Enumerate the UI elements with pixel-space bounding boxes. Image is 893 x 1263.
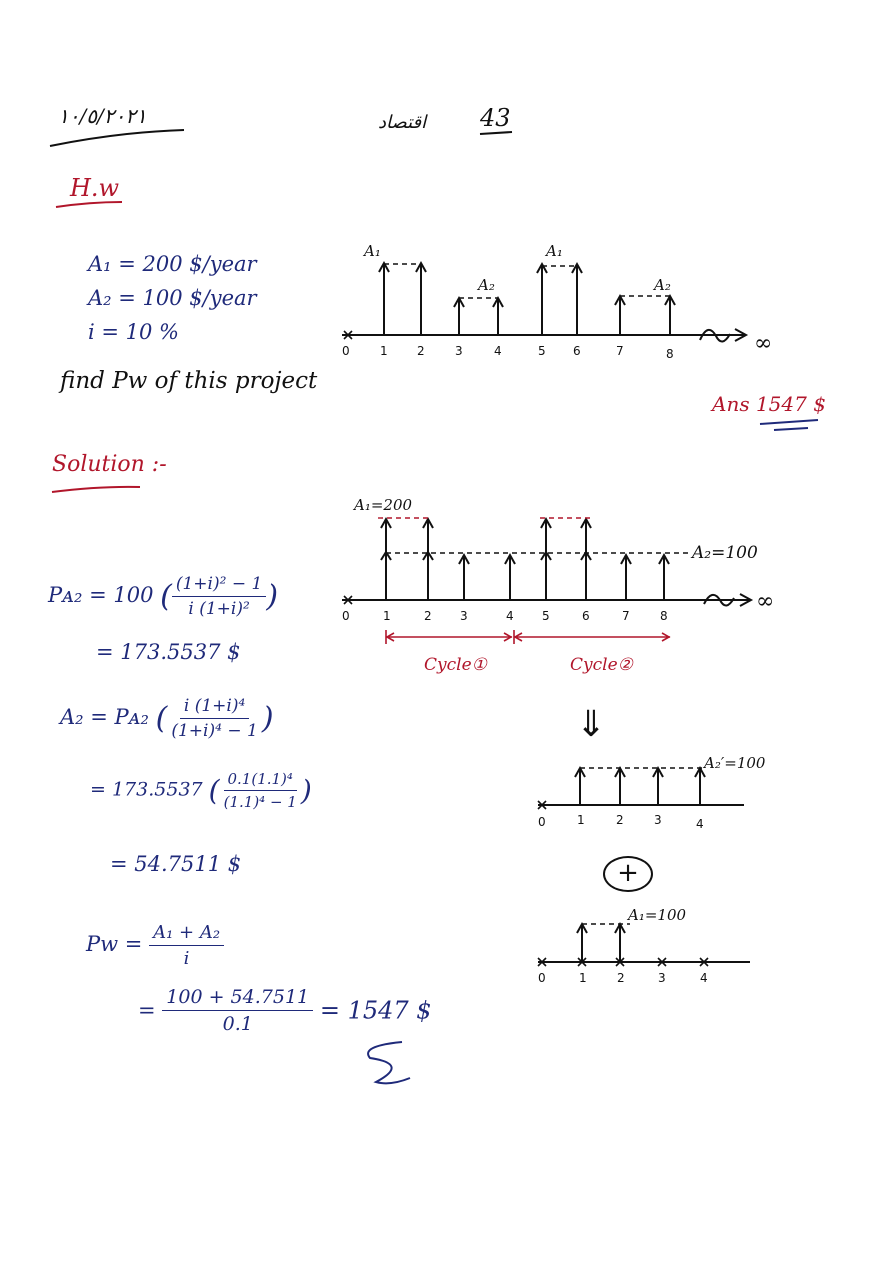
tick-label: 1 (380, 344, 388, 358)
tick-label: 3 (455, 344, 463, 358)
pw-numerator: A₁ + A₂ (149, 922, 224, 946)
eq1-result: = 173.5537 $ (96, 640, 241, 664)
tick-label: 3 (658, 971, 666, 985)
label-a2-right: A₂ (654, 276, 671, 294)
given-a2: A₂ = 100 $/year (88, 286, 257, 310)
eq1-numerator: (1+i)² − 1 (172, 574, 266, 597)
label-a2-left: A₂ (478, 276, 495, 294)
tick-label: 6 (573, 344, 581, 358)
eq2-lhs: A₂ = Pᴀ₂ (60, 705, 149, 729)
label-a2-prime: A₂′=100 (704, 754, 766, 772)
tick-label: 1 (579, 971, 587, 985)
tick-label: 5 (538, 344, 546, 358)
eq1-denominator: i (1+i)² (188, 599, 250, 619)
eq2-sub-numerator: 0.1(1.1)⁴ (224, 770, 297, 791)
tick-label: 2 (617, 971, 625, 985)
tick-label: 1 (383, 609, 391, 623)
tick-label: 0 (342, 344, 350, 358)
pw-sub-numerator: 100 + 54.7511 (162, 986, 313, 1011)
pw-result: = 1547 $ (319, 996, 432, 1025)
eq2-sub-denominator: (1.1)⁴ − 1 (223, 793, 297, 811)
tick-label: 4 (696, 817, 704, 831)
down-double-arrow-icon: ⇓ (576, 704, 607, 745)
tick-label: 3 (460, 609, 468, 623)
hw-title: H.w (70, 174, 120, 202)
given-a1: A₁ = 200 $/year (88, 252, 257, 276)
eq2-result: = 54.7511 $ (110, 852, 242, 876)
label-a1-right: A₁ (546, 242, 563, 260)
tick-label: 2 (417, 344, 425, 358)
tick-label: 6 (582, 609, 590, 623)
label-a1-left: A₁ (364, 242, 381, 260)
question: find Pw of this project (60, 368, 318, 394)
tick-label: 3 (654, 813, 662, 827)
infinity-symbol: ∞ (754, 331, 773, 356)
eq2-sub-lhs: = 173.5537 (90, 778, 203, 801)
cycle-2-label: Cycle② (570, 655, 633, 675)
tick-label: 7 (622, 609, 630, 623)
pw-lhs: Pw = (86, 932, 143, 956)
infinity-symbol: ∞ (756, 589, 775, 614)
tick-label: 0 (538, 815, 546, 829)
label-a1-200: A₁=200 (354, 496, 413, 514)
subject-word: اقتصاد (378, 112, 427, 133)
pw-sub-denominator: 0.1 (222, 1013, 253, 1035)
tick-label: 0 (538, 971, 546, 985)
given-rate: i = 10 % (88, 320, 180, 344)
eq2-numerator: i (1+i)⁴ (180, 696, 249, 719)
label-a2-100: A₂=100 (692, 543, 758, 563)
part2-axis-ticks (538, 971, 708, 985)
equation-pw-substituted: = $\frac{100 + 54.7511}{0.1}$ = 1547 $ (138, 986, 432, 1035)
tick-label: 4 (700, 971, 708, 985)
eq2-denominator: (1+i)⁴ − 1 (171, 721, 258, 741)
date: ١٠/٥/٢٠٢١ (58, 104, 147, 128)
tick-label: 8 (666, 347, 674, 361)
tick-label: 4 (494, 344, 502, 358)
tick-label: 1 (577, 813, 585, 827)
answer: Ans 1547 $ (712, 392, 826, 416)
tick-label: 2 (424, 609, 432, 623)
label-a1-100: A₁=100 (628, 906, 687, 924)
page-number: 43 (480, 104, 511, 132)
eq1-lhs: Pᴀ₂ = 100 (48, 583, 154, 607)
tick-label: 5 (542, 609, 550, 623)
solution-title: Solution :- (52, 452, 167, 477)
pw-denominator: i (183, 948, 190, 969)
tick-label: 4 (506, 609, 514, 623)
tick-label: 7 (616, 344, 624, 358)
tick-label: 2 (616, 813, 624, 827)
equation-pa2: Pᴀ₂ = 100 ( $\frac{\text{(1+i)² − 1}}{\text{i (1+i)²}}$ ) (48, 574, 279, 619)
equation-a2-substituted: = 173.5537 ( $\frac{\text{0.1(1.1)⁴}}{\text{(1.1)⁴ − 1}}$ ) (90, 770, 312, 811)
cycle-1-label: Cycle① (424, 655, 487, 675)
plus-circle-icon: + (603, 856, 653, 892)
tick-label: 0 (342, 609, 350, 623)
tick-label: 8 (660, 609, 668, 623)
equation-a2: A₂ = Pᴀ₂ ( $\frac{\text{i (1+i)⁴}}{\text{(1+i)⁴ − 1}}$ ) (60, 696, 274, 741)
